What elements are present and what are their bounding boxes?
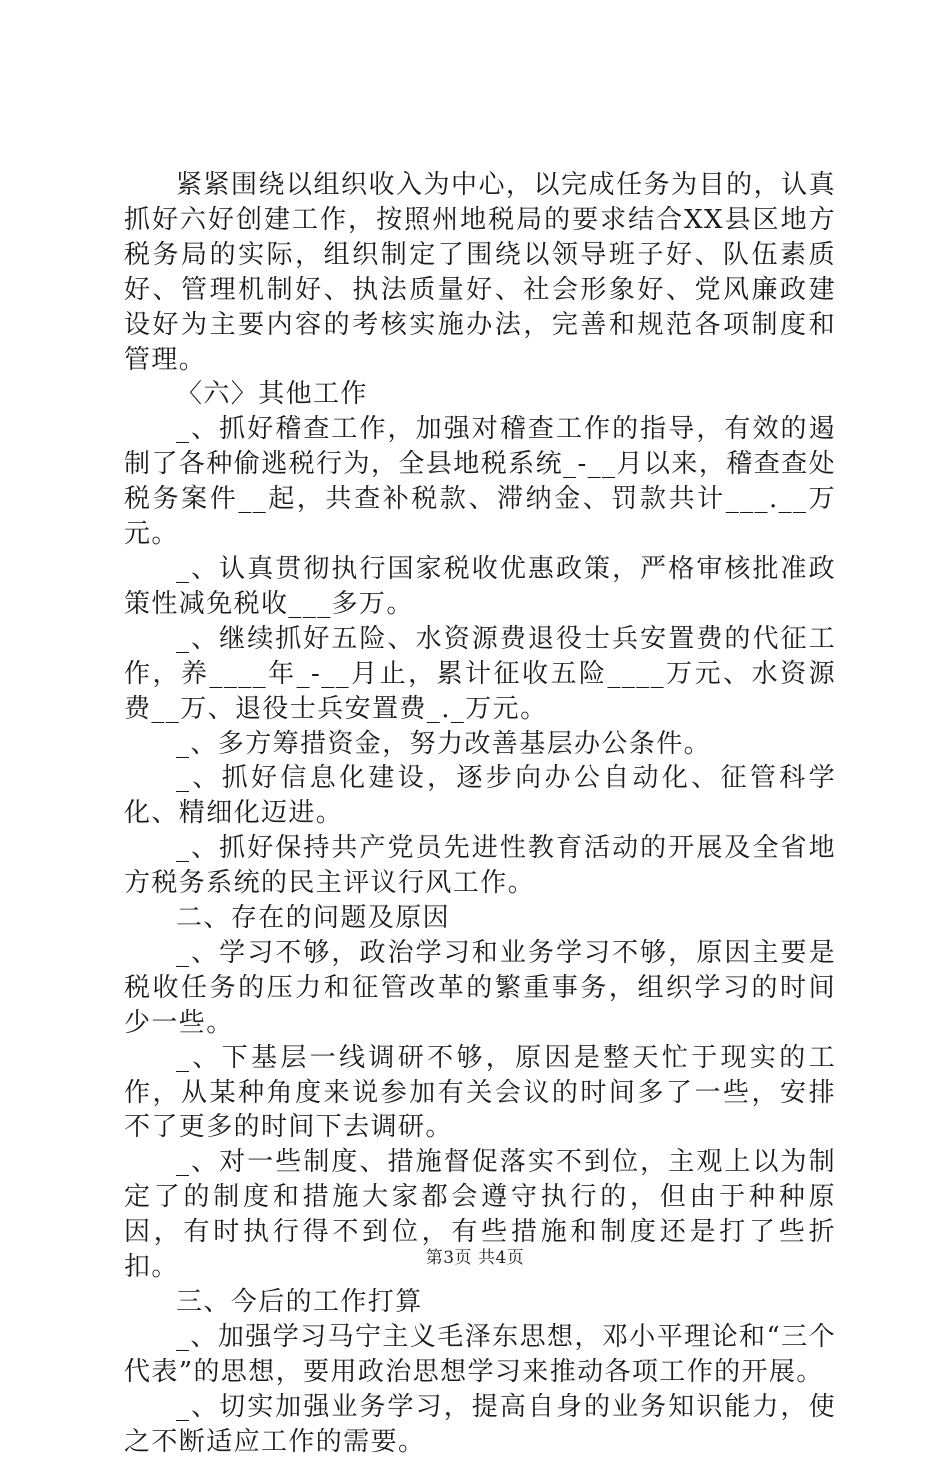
paragraph-tax-relief: _、认真贯彻执行国家税收优惠政策，严格审核批准政策性减免税收___多万。 <box>124 553 836 619</box>
section-heading-problems: 二、存在的问题及原因 <box>176 903 451 934</box>
section-heading-other-work: 〈六〉其他工作 <box>176 379 368 410</box>
paragraph-party-education: _、抓好保持共产党员先进性教育活动的开展及全省地方税务系统的民主评议行风工作。 <box>124 833 836 899</box>
section-heading-future-plans: 三、今后的工作打算 <box>176 1287 423 1317</box>
paragraph-insufficient-research: _、下基层一线调研不够，原因是整天忙于现实的工作，从某种角度来说参加有关会议的时间多了一些，安排不了更多的时间下去调研。 <box>124 1042 836 1143</box>
paragraph-assessment-methods: 紧紧围绕以组织收入为中心，以完成任务为目的，认真抓好六好创建工作，按照州地税局的要求结合XX县区地方税务局的实际，组织制定了围绕以领导班子好、队伍素质好、管理机制好、执法质量好、社会形象好、党风廉政建设好为主要内容的考核实施办法，完善和规范各项制度和管理。 <box>124 170 836 375</box>
paragraph-political-study: _、加强学习马宁主义毛泽东思想，邓小平理论和“三个代表”的思想，要用政治思想学习来推动各项工作的开展。 <box>124 1321 836 1387</box>
page-number-footer: 第3页 共4页 <box>425 1248 525 1268</box>
paragraph-insufficient-study: _、学习不够，政治学习和业务学习不够，原因主要是税收任务的压力和征管改革的繁重事务，组织学习的时间少一些。 <box>124 937 836 1038</box>
paragraph-office-conditions: _、多方筹措资金，努力改善基层办公条件。 <box>176 728 712 759</box>
paragraph-informatization: _、抓好信息化建设，逐步向办公自动化、征管科学化、精细化迈进。 <box>124 763 836 829</box>
paragraph-professional-study: _、切实加强业务学习，提高自身的业务知识能力，使之不断适应工作的需要。 <box>124 1391 836 1457</box>
paragraph-audit-work: _、抓好稽查工作，加强对稽查工作的指导，有效的遏制了各种偷逃税行为，全县地税系统_-__月以来，稽查查处税务案件__起，共查补税款、滞纳金、罚款共计___.__万元。 <box>124 414 836 550</box>
paragraph-implementation-gaps: _、对一些制度、措施督促落实不到位，主观上以为制定了的制度和措施大家都会遵守执行的，但由于种种原因，有时执行得不到位，有些措施和制度还是打了些折扣。 <box>124 1147 836 1283</box>
paragraph-collection-work: _、继续抓好五险、水资源费退役士兵安置费的代征工作，养____年_-__月止，累计征收五险____万元、水资源费__万、退役士兵安置费_._万元。 <box>124 623 836 724</box>
